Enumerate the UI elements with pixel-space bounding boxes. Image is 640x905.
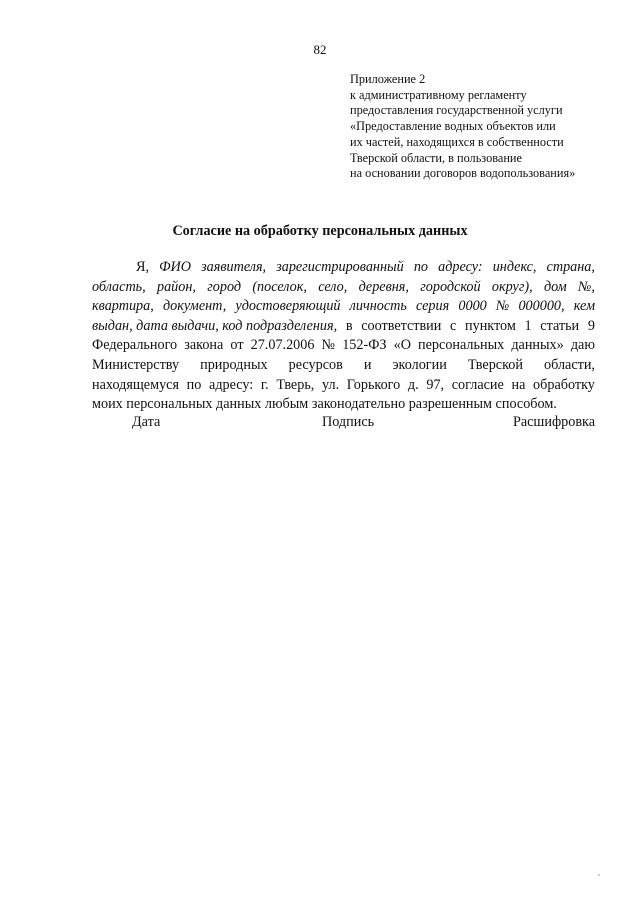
appendix-line: Тверской области, в пользование xyxy=(350,150,522,165)
paragraph-word: Тверь, xyxy=(276,376,315,393)
paragraph-word: соответствии xyxy=(361,317,442,334)
paragraph-word: (поселок, xyxy=(252,278,307,295)
paragraph-word: округ), xyxy=(491,278,533,295)
paragraph-word: зарегистрированный xyxy=(276,259,404,275)
paragraph-word: удостоверяющий xyxy=(235,298,341,315)
page-number: 82 xyxy=(313,42,327,57)
signature-label: Подпись xyxy=(322,414,375,430)
appendix-line: предоставления государственной услуги xyxy=(350,103,563,118)
paragraph-line xyxy=(92,297,595,317)
paragraph-word: согласие xyxy=(451,376,504,393)
paragraph-word: с xyxy=(450,317,457,334)
paragraph-line xyxy=(92,258,595,278)
date-label: Дата xyxy=(132,414,161,430)
appendix-line: их частей, находящихся в собственности xyxy=(350,134,564,149)
paragraph-word: Тверской xyxy=(467,356,523,373)
paragraph-word: 9 xyxy=(587,317,595,334)
paragraph-word: д. xyxy=(407,376,419,393)
paragraph-word: страна, xyxy=(546,259,595,275)
appendix-line: «Предоставление водных объектов или xyxy=(350,119,556,134)
paragraph-word: Министерству xyxy=(92,356,180,373)
paragraph-word: №, xyxy=(578,278,595,295)
paragraph-word: 000000, xyxy=(518,298,565,315)
appendix-note xyxy=(350,72,610,182)
paragraph-word: природных xyxy=(200,356,268,373)
paragraph-word: № xyxy=(321,337,336,354)
paragraph-word: экологии xyxy=(392,356,447,373)
paragraph-word: Федерального xyxy=(92,337,178,354)
appendix-line: Приложение 2 xyxy=(350,72,426,86)
paragraph-word: № xyxy=(495,298,510,315)
paragraph-word: адресу: xyxy=(438,259,483,275)
paragraph-word: личность xyxy=(349,298,407,315)
appendix-line: к административному регламенту xyxy=(350,87,527,102)
paragraph-word: серия xyxy=(416,298,450,315)
paragraph-word: 97, xyxy=(426,376,445,393)
paragraph-line xyxy=(92,395,595,415)
paragraph-word: село, xyxy=(318,278,348,295)
paragraph-word: пунктом xyxy=(465,317,516,334)
paragraph-word: Горького xyxy=(346,376,401,393)
paragraph-word: городской xyxy=(420,278,481,295)
paragraph-word: и xyxy=(363,356,372,373)
paragraph-word: по xyxy=(186,376,202,393)
paragraph-word: «О xyxy=(393,337,411,354)
paragraph-word: область, xyxy=(92,278,146,295)
paragraph-word: персональных xyxy=(418,337,505,354)
consent-paragraph xyxy=(92,258,595,415)
paragraph-word: район, xyxy=(156,278,196,295)
paragraph-word: ресурсов xyxy=(288,356,343,373)
paragraph-word: в xyxy=(345,317,353,334)
paragraph-word: по xyxy=(413,259,428,275)
paragraph-word: находящемуся xyxy=(92,376,179,393)
paragraph-word: квартира, xyxy=(92,298,154,315)
paragraph-word: заявителя, xyxy=(201,259,267,275)
paragraph-word: индекс, xyxy=(492,259,537,275)
paragraph-word: г. xyxy=(260,376,269,393)
paragraph-word: ФИО xyxy=(159,259,192,275)
paragraph-word: на xyxy=(511,376,526,393)
paragraph-word: Я, xyxy=(136,259,150,275)
paragraph-word: деревня, xyxy=(358,278,409,295)
scan-speck xyxy=(598,874,600,876)
paragraph-line xyxy=(92,376,595,396)
paragraph-word: области, xyxy=(544,356,595,373)
appendix-line: на основании договоров водопользования» xyxy=(350,166,576,181)
paragraph-line xyxy=(92,336,595,356)
paragraph-word: обработку xyxy=(533,376,595,393)
paragraph-word: 152-ФЗ xyxy=(342,337,387,354)
paragraph-word: статьи xyxy=(540,317,580,334)
document-title: Согласие на обработку персональных данных xyxy=(172,223,468,239)
paragraph-word: закона xyxy=(184,337,224,354)
paragraph-word: дом xyxy=(543,278,567,295)
paragraph-word: моих персональных данных любым законодательно разрешенным способом. xyxy=(92,396,557,413)
paragraph-line xyxy=(92,317,595,337)
paragraph-word: данных» xyxy=(511,337,564,354)
paragraph-line xyxy=(92,356,595,376)
paragraph-word: город xyxy=(207,278,242,295)
paragraph-word: ул. xyxy=(322,376,340,393)
paragraph-word: документ, xyxy=(162,298,227,315)
paragraph-word: 27.07.2006 xyxy=(250,337,315,354)
paragraph-word: от xyxy=(230,337,244,354)
paragraph-word: 0000 xyxy=(458,298,487,315)
paragraph-word: 1 xyxy=(524,317,532,334)
signature-decoding-label: Расшифровка xyxy=(512,414,595,430)
paragraph-line xyxy=(92,278,595,298)
paragraph-word: даю xyxy=(570,337,595,354)
paragraph-word: кем xyxy=(573,298,595,315)
paragraph-word: адресу: xyxy=(209,376,254,393)
paragraph-word: выдан, дата выдачи, код подразделения, xyxy=(92,317,338,334)
